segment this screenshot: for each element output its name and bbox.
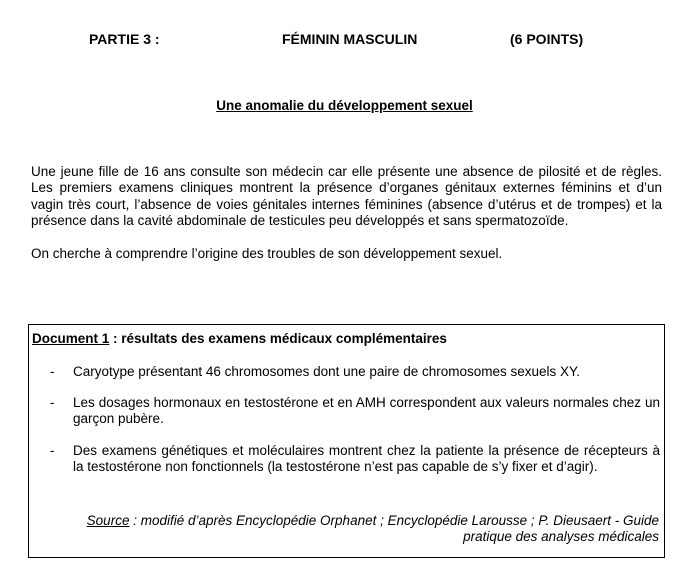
list-item [29,395,666,427]
list-item-text: Caryotype présentant 46 chromosomes dont une paire de chromosomes sexuels XY. [73,364,581,379]
list-item [29,364,666,380]
list-dash: - [50,442,55,458]
source-label: Source [86,513,130,528]
list-item-text: Des examens génétiques et moléculaires montrent chez la patiente la présence de récepteurs à la testostérone non fonctionnels (la testostérone n’est pas capable de s’y fixer et d’agir). [73,442,660,474]
document-1-list [29,364,666,475]
list-item-text: Les dosages hormonaux en testostérone et en AMH correspondent aux valeurs normales chez un garçon pubère. [73,395,660,427]
intro-text [31,164,662,262]
part-title: FÉMININ MASCULIN [282,31,418,47]
part-number: PARTIE 3 : [89,31,160,47]
intro-paragraph-1: Une jeune fille de 16 ans consulte son médecin car elle présente une absence de pilosité et de règles. Les premiers examens cliniques montrent la présence d’organes génitaux externes féminins et d’un vagin très court, l’absence de voies génitales internes féminines (absence d’utérus et de trompes) et la présence dans la cavité abdominale de testicules peu développés et sans spermatozoïde. [31,164,662,229]
document-1-title-text: : résultats des examens médicaux complémentaires [109,331,447,346]
list-item [29,443,666,475]
intro-paragraph-2: On cherche à comprendre l’origine des troubles de son développement sexuel. [31,245,503,261]
part-header [0,31,689,51]
part-points: (6 POINTS) [510,31,584,47]
section-subtitle: Une anomalie du développement sexuel [216,98,473,113]
document-1-title [32,331,447,346]
list-dash: - [50,395,55,411]
list-dash: - [50,364,55,379]
document-1-box [28,324,665,558]
document-source [46,513,659,545]
source-text: : modifié d’après Encyclopédie Orphanet ; Encyclopédie Larousse ; P. Dieusaert - Guide pratique des analyses médicales [129,513,659,544]
document-1-label: Document 1 [32,331,110,346]
